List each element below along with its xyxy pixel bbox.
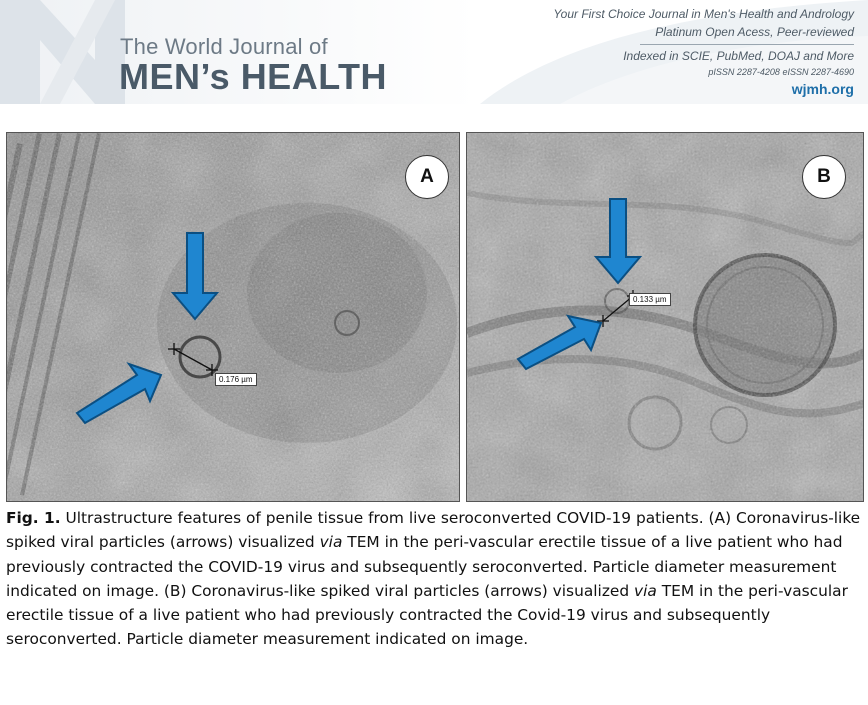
caption-text-part-1: Ultrastructure features of penile tissue from live seroconverted COVID-19 patients. (A) Coronavirus-like spiked viral particles (arrows) visualized [6, 509, 861, 552]
header-divider [640, 44, 854, 45]
tem-micrograph-a [7, 133, 460, 502]
panel-a-measurement: 0.176 µm [215, 373, 257, 386]
figure-panel-a [6, 132, 460, 502]
journal-website-link[interactable]: wjmh.org [791, 81, 854, 97]
figure-caption [6, 506, 862, 652]
journal-name-big: MEN’s HEALTH [119, 56, 388, 97]
caption-text-part-3: TEM in the peri-vascular erectile tissue of a live patient who had previously contracted the Covid-19 virus and subsequently seroconverted. Particle diameter measurement indicated on image. [6, 581, 848, 649]
caption-via-1: via [319, 533, 343, 552]
issn-line: pISSN 2287-4208 eISSN 2287-4690 [708, 67, 854, 77]
panel-b-label: B [802, 155, 846, 199]
caption-via-2: via [634, 581, 657, 600]
journal-access-note: Platinum Open Acess, Peer-reviewed [655, 25, 854, 39]
indexing-note: Indexed in SCIE, PubMed, DOAJ and More [623, 49, 854, 63]
journal-name-small: The World Journal of [120, 34, 328, 59]
caption-text-part-2: TEM in the peri-vascular erectile tissue of a live patient who had previously contracted the COVID-19 virus and subsequently seroconverted. Particle diameter measurement indicated on image. (B) Coronavirus-like spiked viral particles (arrows) visualized [6, 533, 843, 600]
panel-a-label: A [405, 155, 449, 199]
journal-tagline: Your First Choice Journal in Men's Health and Andrology [553, 7, 854, 21]
caption-label: Fig. 1. [6, 509, 61, 527]
journal-header [0, 0, 868, 104]
panel-b-measurement: 0.133 µm [629, 293, 671, 306]
figure-panel-b [466, 132, 864, 502]
